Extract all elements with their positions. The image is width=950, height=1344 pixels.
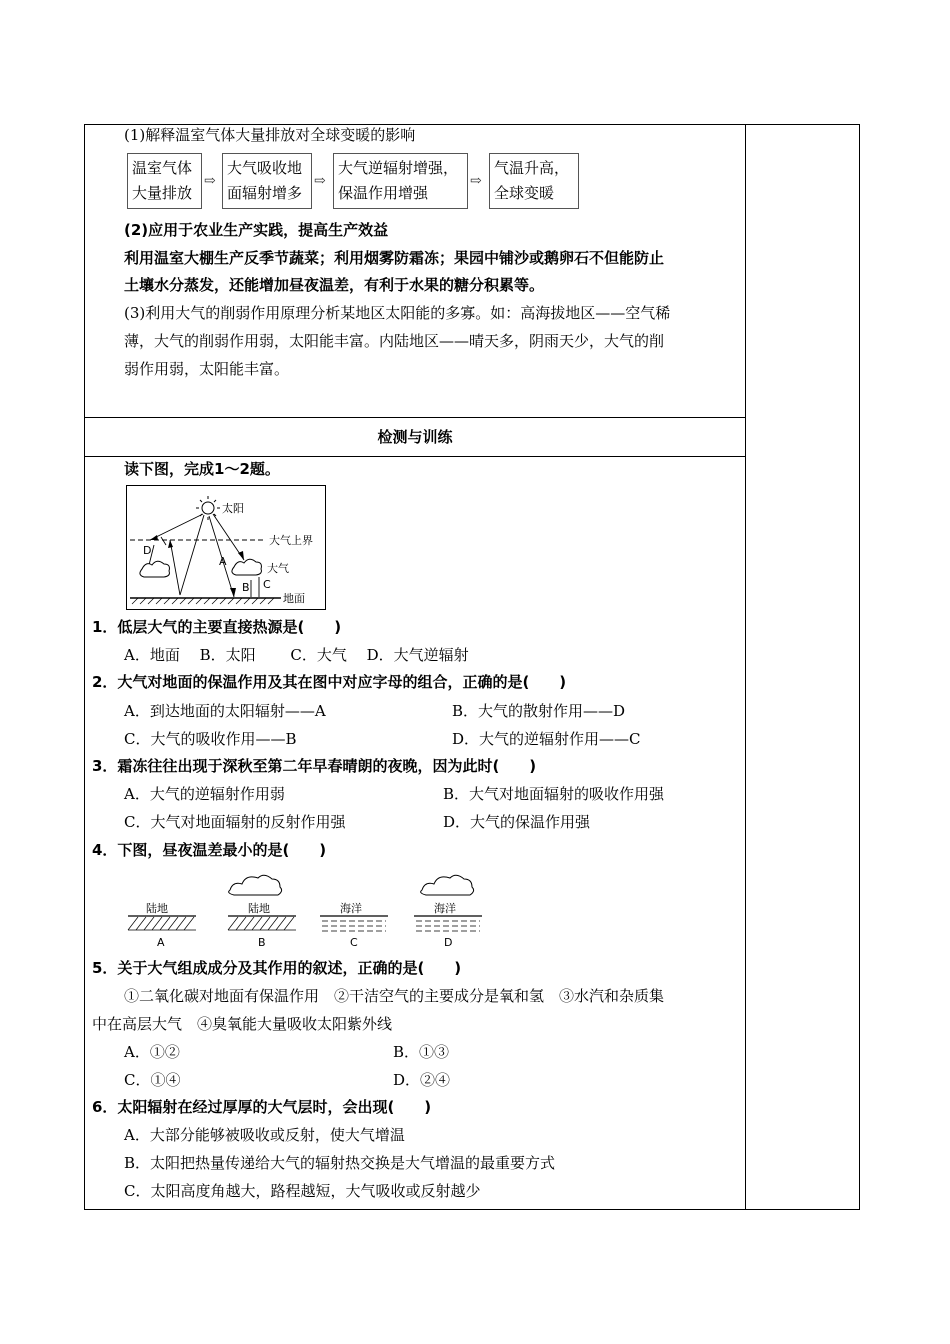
panel-c-letter: C [350, 936, 358, 949]
q6-option-a: A．大部分能够被吸收或反射，使大气增温 [124, 1126, 405, 1144]
q6-option-c: C．太阳高度角越大，路程越短，大气吸收或反射越少 [124, 1182, 481, 1200]
q2-option-c: C．大气的吸收作用——B [124, 730, 297, 748]
q2-option-b: B．大气的散射作用——D [452, 702, 626, 720]
panel-b [228, 875, 296, 949]
q4-stem: 4．下图，昼夜温差最小的是( ) [92, 841, 327, 859]
atmosphere-label: 大气 [267, 562, 289, 575]
q5-option-d: D．②④ [393, 1071, 451, 1089]
label-d: D [143, 544, 152, 557]
sun-label: 太阳 [222, 502, 244, 515]
day-night-diagram [124, 868, 494, 952]
flow-arrow-icon: ⇨ [314, 173, 326, 189]
q5-option-b: B．①③ [393, 1043, 450, 1061]
item3-line: 薄，大气的削弱作用弱，太阳能丰富。内陆地区——晴天多，阴雨天少，大气的削 [124, 332, 665, 350]
item2-body: 利用温室大棚生产反季节蔬菜；利用烟雾防霜冻；果园中铺沙或鹅卵石不但能防止 [124, 249, 665, 267]
row-divider-bottom [84, 456, 746, 457]
q6-stem: 6．太阳辐射在经过厚厚的大气层时，会出现( ) [92, 1098, 432, 1116]
item3-line: 弱作用弱，太阳能丰富。 [124, 360, 290, 378]
panel-a-letter: A [157, 936, 165, 949]
panel-a-label: 陆地 [146, 902, 168, 915]
panel-a [128, 901, 196, 949]
label-b: B [242, 581, 250, 594]
panel-d-letter: D [444, 936, 453, 949]
section-title: 检测与训练 [377, 428, 453, 446]
panel-c [320, 901, 388, 949]
q6-option-b: B．太阳把热量传递给大气的辐射热交换是大气增温的最重要方式 [124, 1154, 556, 1172]
flow-box-2: 大气吸收地 面辐射增多 [222, 153, 312, 209]
column-divider [745, 124, 746, 1210]
item2-title: (2)应用于农业生产实践，提高生产效益 [124, 221, 389, 239]
q2-option-d: D．大气的逆辐射作用——C [452, 730, 641, 748]
atmosphere-top-label: 大气上界 [269, 534, 313, 547]
flow-arrow-icon: ⇨ [470, 173, 482, 189]
flow-arrow-icon: ⇨ [204, 173, 216, 189]
item3-line: (3)利用大气的削弱作用原理分析某地区太阳能的多寡。如：高海拔地区——空气稀 [124, 304, 671, 322]
label-c: C [263, 578, 271, 591]
q5-stem: 5．关于大气组成成分及其作用的叙述，正确的是( ) [92, 959, 462, 977]
q5-option-c: C．①④ [124, 1071, 181, 1089]
q3-stem: 3．霜冻往往出现于深秋至第二年早春晴朗的夜晚，因为此时( ) [92, 757, 537, 775]
flow-box-1: 温室气体 大量排放 [127, 153, 202, 209]
panel-c-label: 海洋 [340, 902, 362, 915]
q3-option-b: B．大气对地面辐射的吸收作用强 [443, 785, 665, 803]
panel-d-label: 海洋 [434, 902, 456, 915]
intro: 读下图，完成1～2题。 [124, 460, 280, 478]
item1-title: (1)解释温室气体大量排放对全球变暖的影响 [124, 126, 416, 144]
atmosphere-diagram [126, 485, 326, 610]
label-a: A [219, 555, 227, 568]
q5-body: ①二氧化碳对地面有保温作用 ②干洁空气的主要成分是氧和氢 ③水汽和杂质集 [124, 987, 665, 1005]
q3-option-c: C．大气对地面辐射的反射作用强 [124, 813, 346, 831]
q1-options: A．地面 B．太阳 C．大气 D．大气逆辐射 [124, 646, 469, 664]
q5-body: 中在高层大气 ④臭氧能大量吸收太阳紫外线 [92, 1015, 393, 1033]
ground-label: 地面 [283, 592, 305, 605]
panel-b-letter: B [258, 936, 266, 949]
q5-option-a: A．①② [124, 1043, 180, 1061]
item2-body: 土壤水分蒸发，还能增加昼夜温差，有利于水果的糖分积累等。 [124, 276, 545, 294]
flow-box-4: 气温升高， 全球变暖 [489, 153, 579, 209]
cloud-icon [229, 875, 282, 895]
q2-stem: 2．大气对地面的保温作用及其在图中对应字母的组合，正确的是( ) [92, 673, 567, 691]
q2-option-a: A．到达地面的太阳辐射——A [124, 702, 326, 720]
q3-option-d: D．大气的保温作用强 [443, 813, 591, 831]
q1-stem: 1．低层大气的主要直接热源是( ) [92, 618, 342, 636]
cloud-icon [421, 875, 474, 895]
panel-d [414, 875, 482, 949]
q3-option-a: A．大气的逆辐射作用弱 [124, 785, 285, 803]
flow-box-3: 大气逆辐射增强， 保温作用增强 [333, 153, 468, 209]
panel-b-label: 陆地 [248, 902, 270, 915]
